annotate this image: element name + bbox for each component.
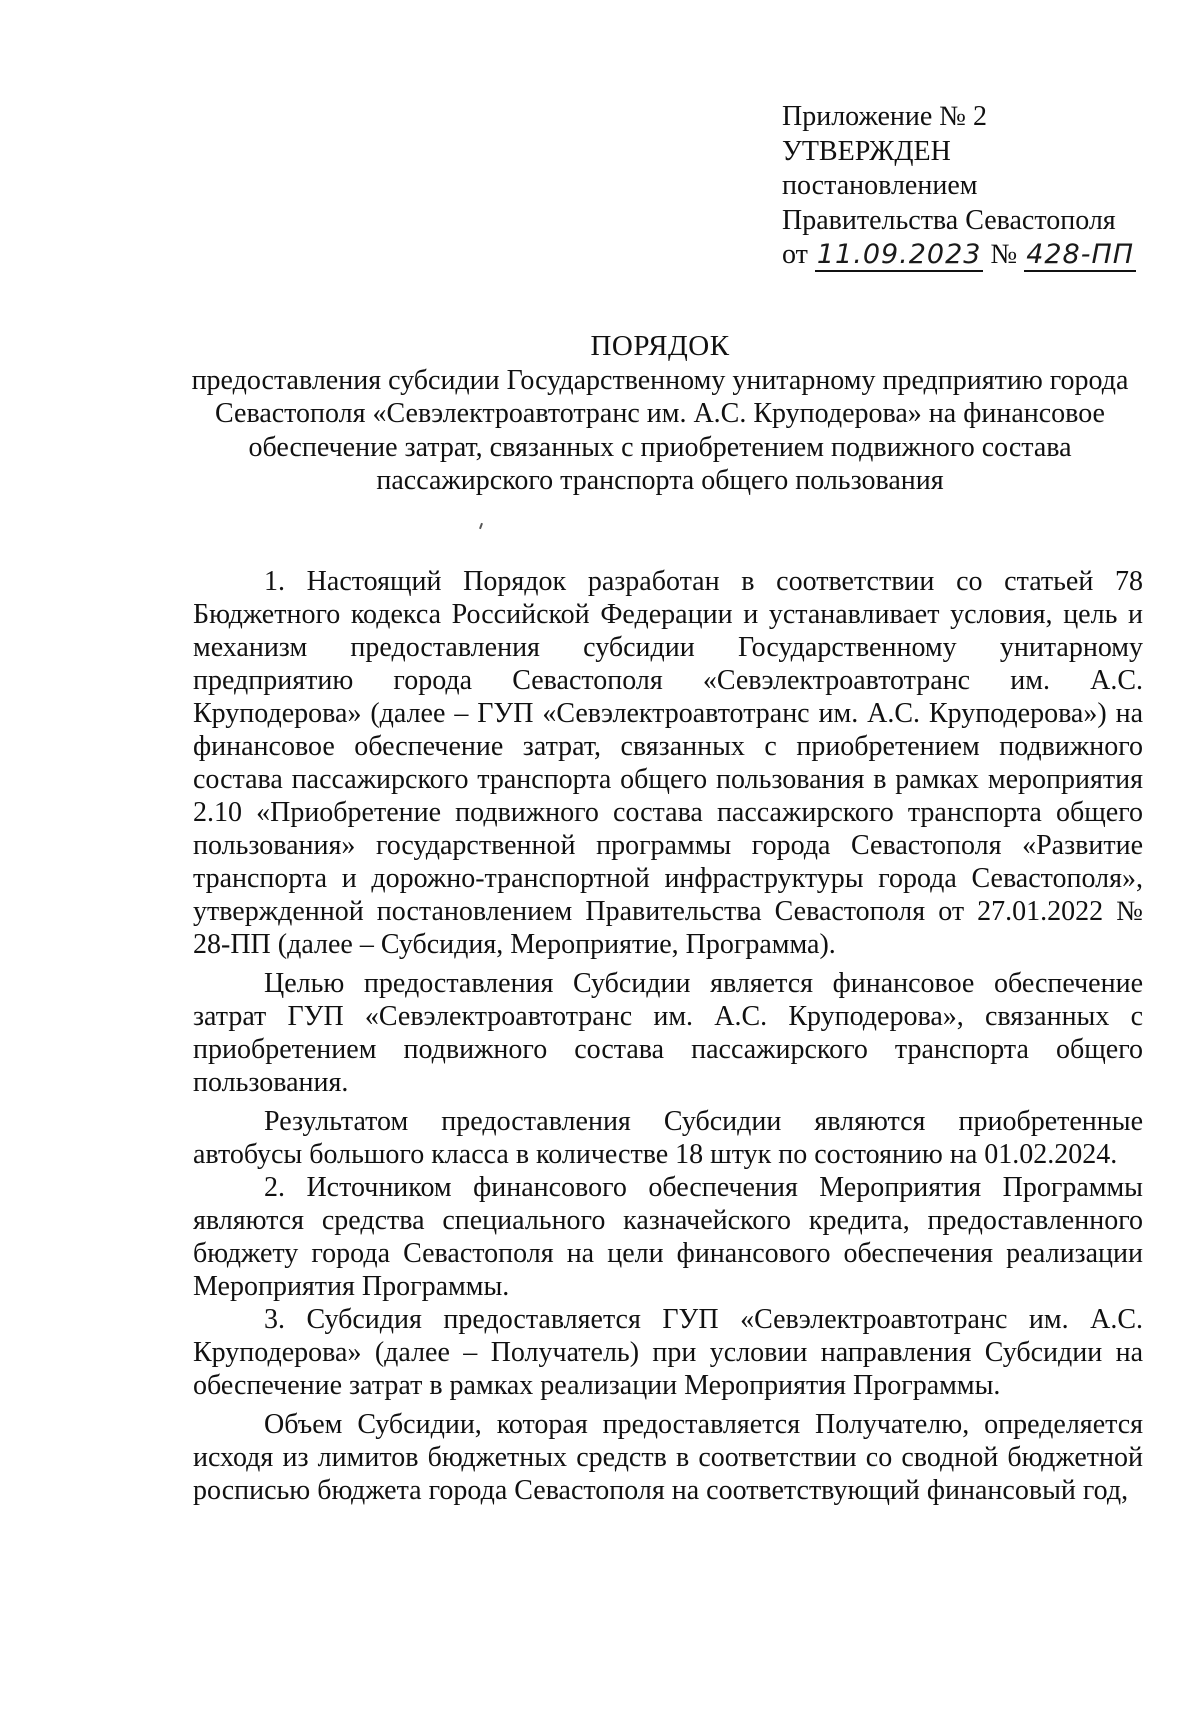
document-subtitle: предоставления субсидии Государственному унитарному предприятию города Севастополя «Севэлектроавтотранс им. А.С. Круподерова» на финансовое обеспечение затрат, связанных с приобретением подвижного состава пассажирского транспорта общего пользования [191, 364, 1129, 496]
paragraph-5: 3. Субсидия предоставляется ГУП «Севэлектроавтотранс им. А.С. Круподерова» (далее – Получатель) при условии направления Субсидии на обеспечение затрат в рамках реализации Мероприятия Программы. [193, 1304, 1143, 1401]
number-prefix: № [990, 239, 1018, 270]
handwritten-date: 11.09.2023 [816, 239, 982, 270]
government-label: Правительства Севастополя [782, 204, 1116, 236]
date-prefix: от [782, 239, 808, 270]
paragraph-4: 2. Источником финансового обеспечения Мероприятия Программы являются средства специального казначейского кредита, предоставленного бюджету города Севастополя на цели финансового обеспечения реализации Мероприятия Программы. [193, 1172, 1143, 1302]
approval-block [782, 100, 1182, 273]
paragraph-3: Результатом предоставления Субсидии являются приобретенные автобусы большого класса в количестве 18 штук по состоянию на 01.02.2024. [193, 1106, 1143, 1170]
approved-label: УТВЕРЖДЕН [782, 135, 951, 167]
handwritten-number: 428-ПП [1026, 239, 1135, 270]
document-heading [180, 330, 1140, 498]
appendix-label: Приложение № 2 [782, 101, 987, 132]
resolution-label: постановлением [782, 170, 978, 201]
scan-mark [479, 523, 483, 529]
document-title: ПОРЯДОК [590, 330, 730, 362]
paragraph-6: Объем Субсидии, которая предоставляется Получателю, определяется исходя из лимитов бюджетных средств в соответствии со сводной бюджетной росписью бюджета города Севастополя на соответствующий финансовый год, [193, 1409, 1143, 1506]
date-number-line [782, 238, 1182, 273]
paragraph-2: Целью предоставления Субсидии является финансовое обеспечение затрат ГУП «Севэлектроавтотранс им. А.С. Круподерова», связанных с приобретением подвижного состава пассажирского транспорта общего пользования. [193, 968, 1143, 1098]
document-body [193, 565, 1143, 1507]
paragraph-1: 1. Настоящий Порядок разработан в соответствии со статьей 78 Бюджетного кодекса Российской Федерации и устанавливает условия, цель и механизм предоставления субсидии Государственному унитарному предприятию города Севастополя «Севэлектроавтотранс им. А.С. Круподерова» (далее – ГУП «Севэлектроавтотранс им. А.С. Круподерова») на финансовое обеспечение затрат, связанных с приобретением подвижного состава пассажирского транспорта общего пользования в рамках мероприятия 2.10 «Приобретение подвижного состава пассажирского транспорта общего пользования» государственной программы города Севастополя «Развитие транспорта и дорожно-транспортной инфраструктуры города Севастополя», утвержденной постановлением Правительства Севастополя от 27.01.2022 № 28-ПП (далее – Субсидия, Мероприятие, Программа). [193, 566, 1143, 960]
